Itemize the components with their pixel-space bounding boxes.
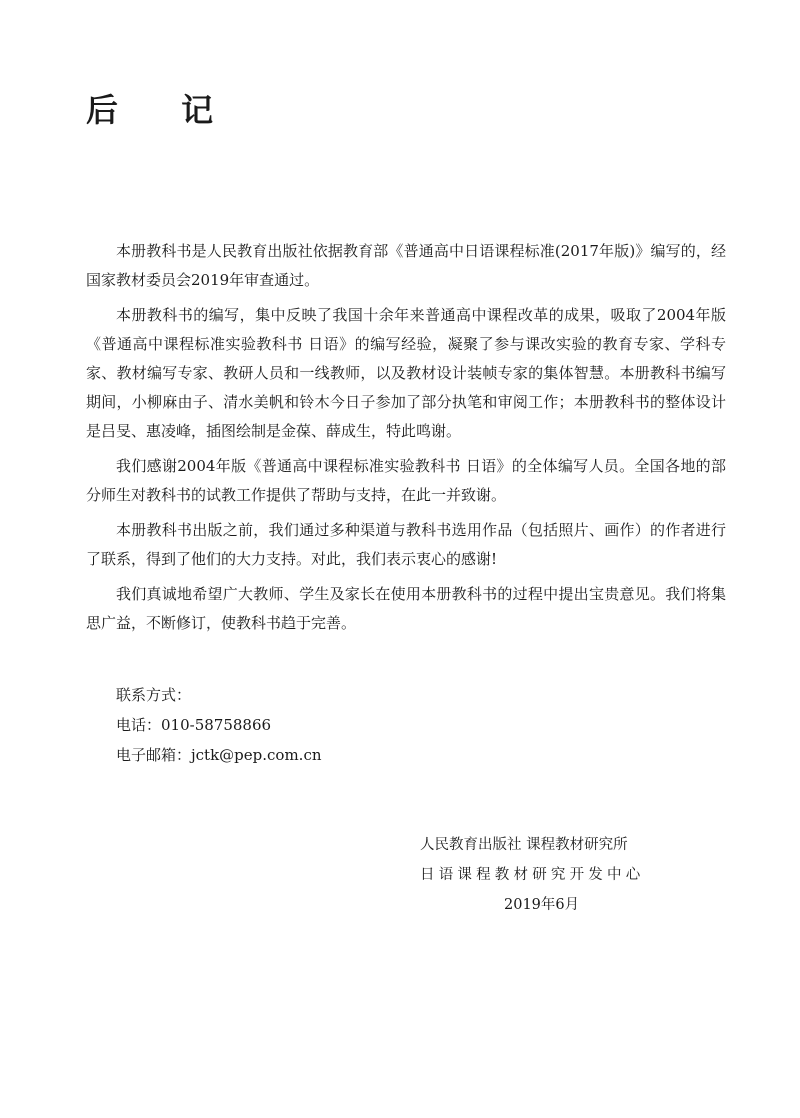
signature-org-2: 日语课程教材研究开发中心 (420, 867, 645, 883)
contact-email: 电子邮箱：jctk@pep.com.cn (116, 746, 322, 764)
afterword-body (86, 237, 726, 644)
signature-block (420, 830, 680, 920)
paragraph-5: 我们真诚地希望广大教师、学生及家长在使用本册教科书的过程中提出宝贵意见。我们将集思广益，不断修订，使教科书趋于完善。 (86, 585, 726, 632)
signature-org-1: 人民教育出版社 课程教材研究所 (420, 837, 628, 853)
contact-phone: 电话：010-58758866 (116, 716, 272, 734)
page-title: 后 记 (86, 91, 240, 129)
paragraph-3: 我们感谢2004年版《普通高中课程标准实验教科书 日语》的全体编写人员。全国各地的部分师生对教科书的试教工作提供了帮助与支持，在此一并致谢。 (86, 457, 726, 504)
paragraph-2: 本册教科书的编写，集中反映了我国十余年来普通高中课程改革的成果，吸取了2004年版《普通高中课程标准实验教科书 日语》的编写经验，凝聚了参与课改实验的教育专家、学科专家、教材编写专家、教研人员和一线教师，以及教材设计装帧专家的集体智慧。本册教科书编写期间，小柳麻由子、清水美帆和铃木今日子参加了部分执笔和审阅工作；本册教科书的整体设计是吕旻、惠凌峰，插图绘制是金葆、薛成生，特此鸣谢。 (86, 306, 726, 440)
signature-date: 2019年6月 (504, 897, 580, 913)
contact-heading: 联系方式： (116, 686, 192, 704)
paragraph-4: 本册教科书出版之前，我们通过多种渠道与教科书选用作品（包括照片、画作）的作者进行了联系，得到了他们的大力支持。对此，我们表示衷心的感谢! (86, 521, 726, 568)
paragraph-1: 本册教科书是人民教育出版社依据教育部《普通高中日语课程标准(2017年版)》编写的，经国家教材委员会2019年审查通过。 (86, 242, 726, 289)
contact-block (116, 680, 322, 770)
